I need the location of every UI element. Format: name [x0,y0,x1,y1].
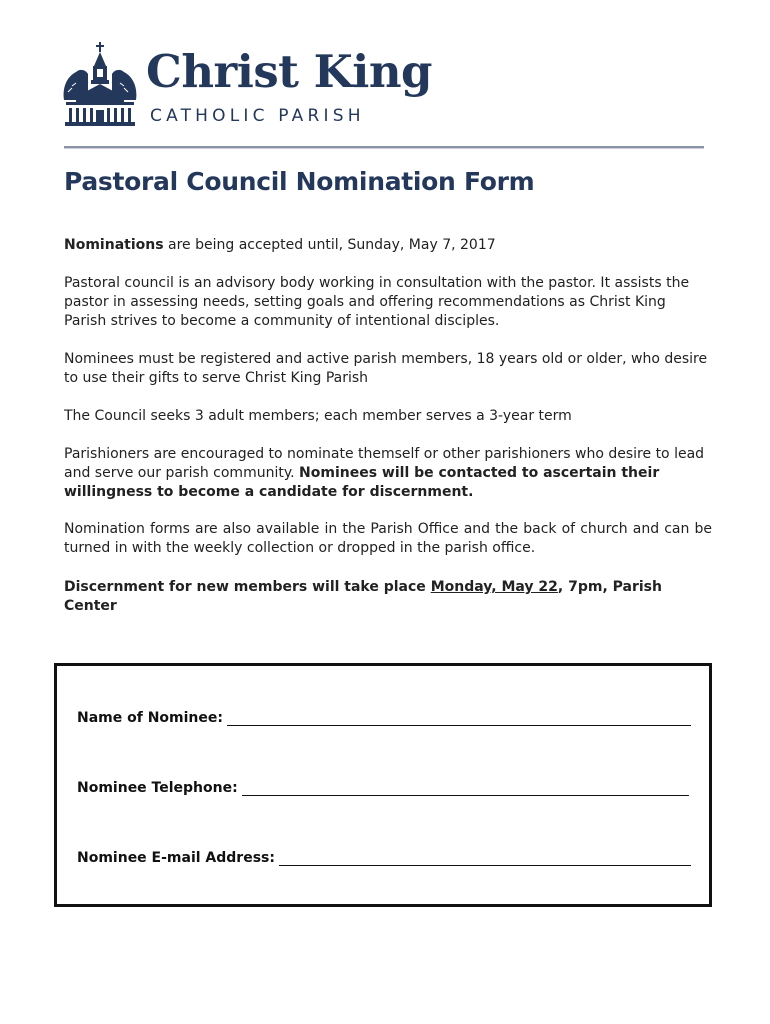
page-title: Pastoral Council Nomination Form [64,167,535,196]
nominee-email-line[interactable] [279,849,691,866]
eligibility-text: Nominees must be registered and active parish members, 18 years old or older, who desire to use their gifts to serve Christ King Parish [64,351,708,386]
nominee-name-label: Name of Nominee: [77,710,223,726]
nominee-name-line[interactable] [227,709,691,726]
encouragement-bold: Nominees will be contacted to ascertain their willingness to become a candidate for discernment. [64,465,660,500]
discernment-tail: , 7pm, Parish Center [64,579,662,614]
nominations-label: Nominations [64,237,164,253]
nominee-phone-label: Nominee Telephone: [77,780,238,796]
encouragement-plain: Parishioners are encouraged to nominate themself or other parishioners who desire to lead and serve our parish community. [64,446,705,481]
availability-text: Nomination forms are also available in the Parish Office and the back of church and can be turned in with the weekly collection or dropped in the parish office. [64,521,712,556]
parish-logo [62,42,442,132]
discernment-lead: Discernment for new members will take place [64,579,431,595]
council-description: Pastoral council is an advisory body working in consultation with the pastor. It assists the pastor in assessing needs, setting goals and offering recommendations as Christ King Parish strives to become a community of intentional disciples. [64,275,690,329]
nominee-email-label: Nominee E-mail Address: [77,850,275,866]
church-building-icon [62,42,138,128]
term-text: The Council seeks 3 adult members; each member serves a 3-year term [64,408,572,424]
logo-subtitle: CATHOLIC PARISH [150,106,365,126]
nominee-name-field[interactable] [77,704,691,726]
encouragement-text [64,445,712,502]
discernment-text [64,578,712,616]
logo-name: Christ King [146,45,433,98]
header-divider [64,146,704,149]
nomination-form-box [54,663,712,907]
nominations-text: are being accepted until, Sunday, May 7, 2017 [163,237,496,253]
nominee-phone-line[interactable] [242,779,689,796]
discernment-date: Monday, May 22 [430,579,558,595]
nominations-deadline [64,236,712,255]
nominee-phone-field[interactable] [77,774,689,796]
nominee-email-field[interactable] [77,844,691,866]
